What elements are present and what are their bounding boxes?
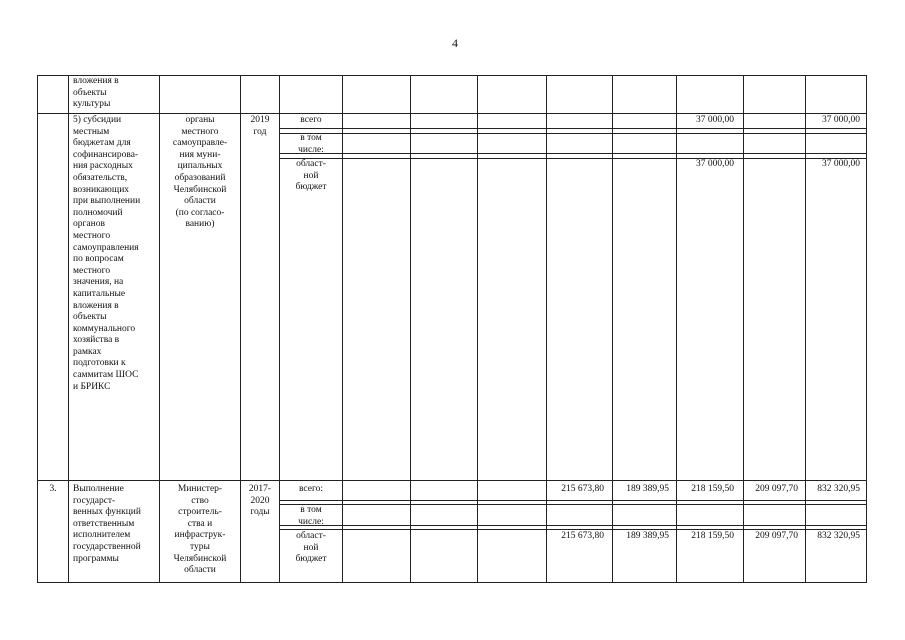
row3-regional-2017: 215 673,80 [561, 531, 604, 541]
continuation-name: вложения в объекты культуры [73, 76, 119, 110]
row3-regional-2019: 218 159,50 [691, 531, 734, 541]
row5-regional-2019: 37 000,00 [696, 159, 734, 169]
row5-total-2019: 37 000,00 [696, 115, 734, 125]
row5-source-total-label: всего [300, 115, 322, 125]
row3-regional-sum: 832 320,95 [817, 531, 860, 541]
row3-total-2020: 209 097,70 [755, 484, 798, 494]
row5-regional-sum: 37 000,00 [822, 159, 860, 169]
row3-regional-2020: 209 097,70 [755, 531, 798, 541]
row5-executor: органы местного самоуправле- ния муни- ципальных образований Челябинской области (по согласо- ванию) [172, 115, 228, 230]
row3-total-2019: 218 159,50 [691, 484, 734, 494]
row3-period: 2017- 2020 годы [248, 484, 272, 518]
row5-name: 5) субсидии местным бюджетам для софинансирова- ния расходных обязательств, возникающих при выполнении полномочий органов местного самоуправления по вопросам местного значения, на капитальные вложения в объекты коммунального хозяйства в рамках подготовки к саммитам ШОС и БРИКС [73, 115, 141, 392]
row5-source-regional-label: област- ной бюджет [295, 159, 327, 193]
row5-period: 2019 год [250, 115, 270, 137]
row3-total-2017: 215 673,80 [561, 484, 604, 494]
row3-total-2018: 189 389,95 [626, 484, 669, 494]
row5-total-sum: 37 000,00 [822, 115, 860, 125]
row3-total-sum: 832 320,95 [817, 484, 860, 494]
row3-regional-2018: 189 389,95 [626, 531, 669, 541]
row3-source-total-label: всего: [298, 484, 324, 494]
row3-executor: Министер- ство строитель- ства и инфраструк- туры Челябинской области [173, 484, 227, 576]
row3-source-regional-label: област- ной бюджет [295, 531, 327, 565]
row3-name: Выполнение государст- венных функций ответственным исполнителем государственной программы [73, 484, 141, 564]
row5-source-including-label: в том числе: [298, 133, 324, 155]
row3-source-including-label: в том числе: [298, 505, 324, 527]
row3-number: 3. [49, 484, 57, 494]
page-number: 4 [452, 36, 458, 50]
